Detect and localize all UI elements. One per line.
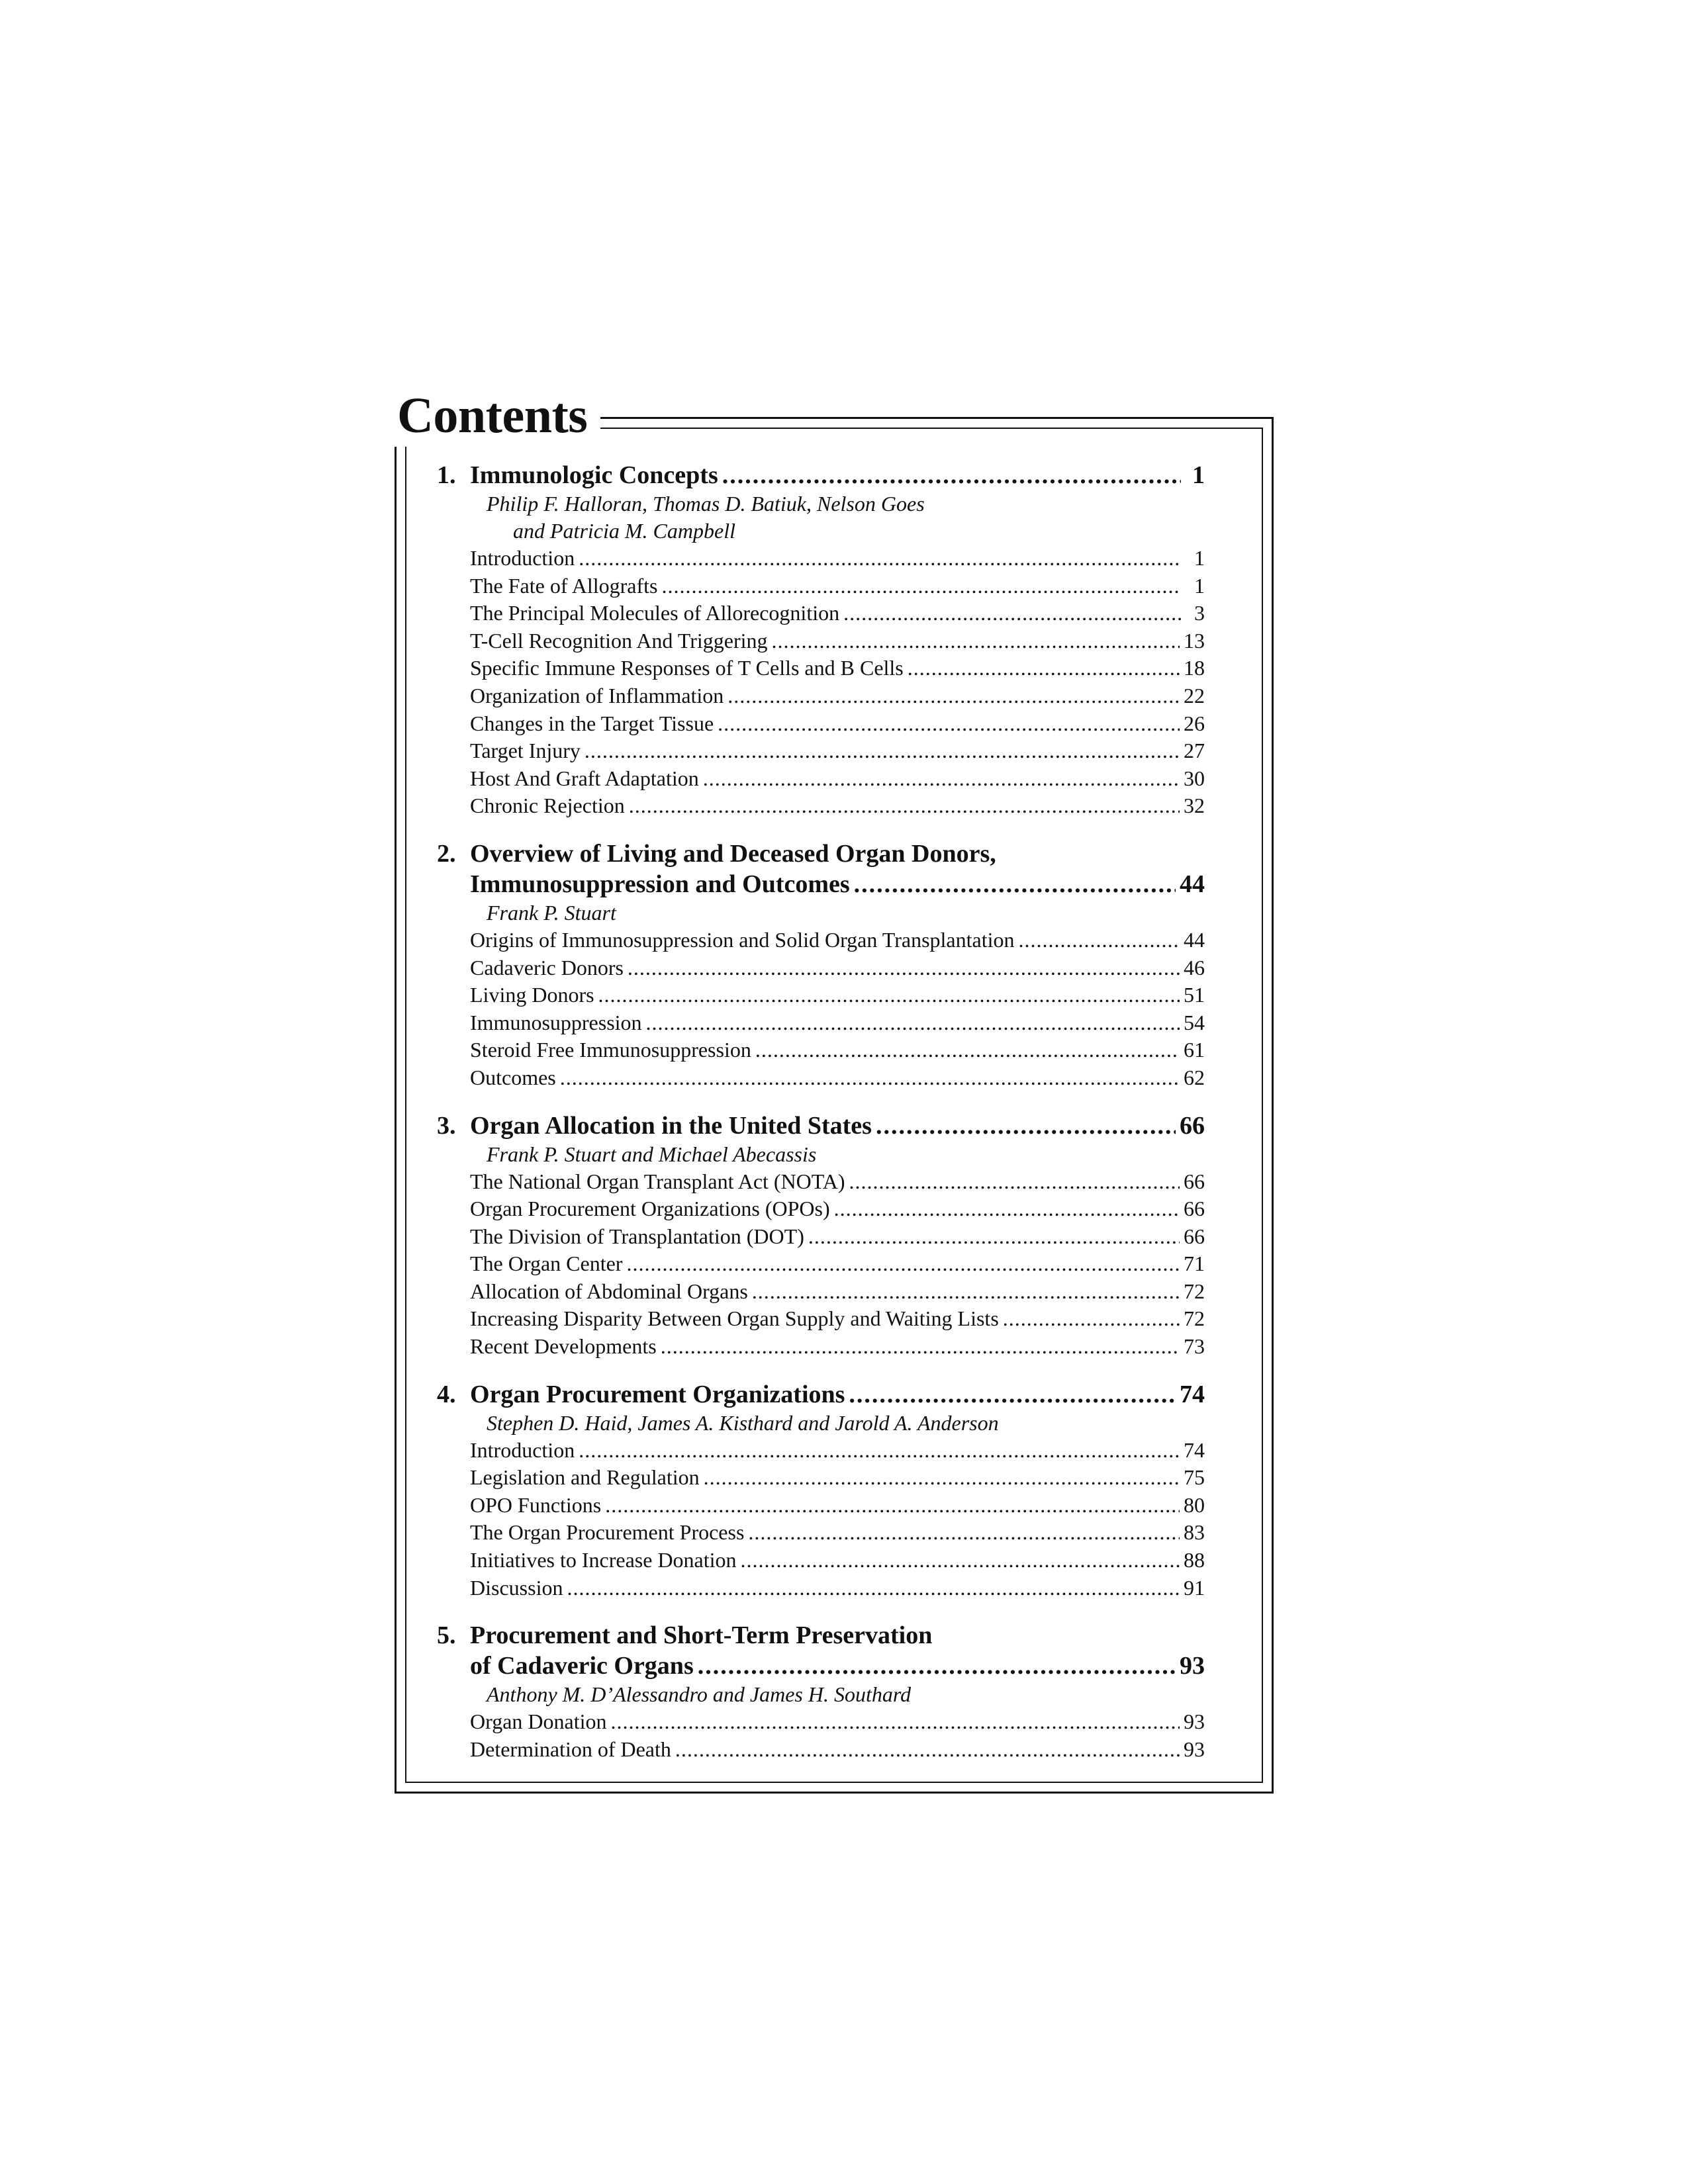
chapter-entry <box>437 1379 1205 1602</box>
section-entry[interactable] <box>437 1736 1205 1764</box>
dot-leader <box>849 1379 1176 1410</box>
section-page-number: 80 <box>1184 1492 1205 1517</box>
section-page-number: 72 <box>1184 1279 1205 1303</box>
section-title: Organ Procurement Organizations (OPOs) <box>470 1197 830 1221</box>
section-page-number: 26 <box>1184 711 1205 735</box>
section-title: Determination of Death <box>470 1737 671 1761</box>
chapter-page-number: 1 <box>1192 461 1205 489</box>
chapter-title-row[interactable] <box>437 869 1205 899</box>
section-title: The Organ Center <box>470 1251 623 1276</box>
chapter-entry <box>437 1620 1205 1763</box>
chapter-title-row[interactable] <box>437 1651 1205 1681</box>
section-page-number: 66 <box>1184 1197 1205 1221</box>
chapter-title: Immunologic Concepts <box>470 461 718 489</box>
chapter-authors: and Patricia M. Campbell <box>513 519 735 543</box>
dot-leader <box>876 1111 1176 1141</box>
section-entry[interactable] <box>437 1250 1205 1278</box>
section-page-number: 54 <box>1184 1010 1205 1034</box>
section-title: Living Donors <box>470 983 594 1007</box>
dot-leader <box>843 600 1181 627</box>
dot-leader <box>722 460 1181 490</box>
dot-leader <box>628 954 1180 982</box>
chapter-title-row[interactable] <box>437 1379 1205 1410</box>
section-title: Increasing Disparity Between Organ Supply and Waiting Lists <box>470 1306 999 1331</box>
section-entry[interactable] <box>437 1278 1205 1306</box>
section-page-number: 27 <box>1184 739 1205 763</box>
section-page-number: 83 <box>1184 1520 1205 1545</box>
dot-leader <box>585 737 1180 765</box>
chapter-authors: Frank P. Stuart and Michael Abecassis <box>487 1142 817 1166</box>
chapter-authors: Frank P. Stuart <box>487 900 616 925</box>
section-page-number: 18 <box>1184 656 1205 680</box>
chapter-entry <box>437 460 1205 820</box>
chapter-title-row[interactable] <box>437 1620 1205 1651</box>
dot-leader <box>626 1250 1180 1278</box>
chapter-authors: Philip F. Halloran, Thomas D. Batiuk, Nelson Goes <box>487 492 925 516</box>
dot-leader <box>834 1195 1180 1223</box>
dot-leader <box>755 1036 1180 1064</box>
section-title: Changes in the Target Tissue <box>470 711 714 735</box>
section-entry[interactable] <box>437 954 1205 982</box>
section-entry[interactable] <box>437 1064 1205 1092</box>
chapter-page-number: 66 <box>1180 1111 1205 1140</box>
section-entry[interactable] <box>437 1036 1205 1064</box>
section-title: The Organ Procurement Process <box>470 1520 745 1545</box>
section-entry[interactable] <box>437 1708 1205 1736</box>
section-entry[interactable] <box>437 1009 1205 1037</box>
dot-leader <box>727 682 1180 710</box>
section-entry[interactable] <box>437 1519 1205 1547</box>
dot-leader <box>579 1437 1180 1465</box>
dot-leader <box>698 1651 1176 1681</box>
section-page-number: 32 <box>1184 794 1205 818</box>
section-entry[interactable] <box>437 627 1205 655</box>
section-title: The Principal Molecules of Allorecognition <box>470 601 840 625</box>
section-entry[interactable] <box>437 655 1205 682</box>
section-title: Origins of Immunosuppression and Solid Organ Transplantation <box>470 927 1015 952</box>
section-title: Initiatives to Increase Donation <box>470 1548 737 1572</box>
section-entry[interactable] <box>437 1547 1205 1574</box>
section-entry[interactable] <box>437 1492 1205 1520</box>
chapter-number: 1. <box>437 461 456 489</box>
dot-leader <box>675 1736 1180 1764</box>
section-title: The Division of Transplantation (DOT) <box>470 1224 804 1248</box>
section-title: The Fate of Allografts <box>470 573 658 598</box>
section-page-number: 93 <box>1184 1737 1205 1761</box>
chapter-title-row[interactable] <box>437 460 1205 490</box>
dot-leader <box>567 1574 1180 1602</box>
section-entry[interactable] <box>437 792 1205 820</box>
section-entry[interactable] <box>437 1333 1205 1361</box>
section-title: Recent Developments <box>470 1334 657 1359</box>
section-page-number: 71 <box>1184 1251 1205 1276</box>
section-page-number: 1 <box>1194 546 1205 570</box>
chapter-number: 4. <box>437 1380 456 1408</box>
dot-leader <box>752 1278 1180 1306</box>
dot-leader <box>560 1064 1180 1092</box>
chapter-number: 2. <box>437 839 456 868</box>
chapter-title: of Cadaveric Organs <box>470 1652 694 1680</box>
section-title: Legislation and Regulation <box>470 1465 700 1490</box>
section-title: Steroid Free Immunosuppression <box>470 1038 751 1062</box>
dot-leader <box>610 1708 1180 1736</box>
section-title: Organ Donation <box>470 1709 607 1734</box>
chapter-number: 3. <box>437 1111 456 1140</box>
chapter-entry <box>437 839 1205 1092</box>
section-title: Chronic Rejection <box>470 794 625 818</box>
chapter-page-number: 93 <box>1180 1652 1205 1680</box>
section-title: Discussion <box>470 1575 563 1600</box>
section-page-number: 30 <box>1184 766 1205 790</box>
section-page-number: 3 <box>1194 601 1205 625</box>
chapter-title-row[interactable] <box>437 1111 1205 1141</box>
chapter-title: Organ Allocation in the United States <box>470 1111 872 1140</box>
chapter-page-number: 74 <box>1180 1380 1205 1408</box>
section-title: Specific Immune Responses of T Cells and B Cells <box>470 656 904 680</box>
section-page-number: 91 <box>1184 1575 1205 1600</box>
section-page-number: 1 <box>1194 573 1205 598</box>
section-entry[interactable] <box>437 1195 1205 1223</box>
section-entry[interactable] <box>437 1437 1205 1465</box>
section-title: Allocation of Abdominal Organs <box>470 1279 748 1303</box>
section-title: Host And Graft Adaptation <box>470 766 699 790</box>
section-page-number: 51 <box>1184 983 1205 1007</box>
dot-leader <box>849 1168 1180 1196</box>
section-entry[interactable] <box>437 1223 1205 1251</box>
dot-leader <box>1019 927 1180 954</box>
section-title: Introduction <box>470 546 575 570</box>
dot-leader <box>772 627 1180 655</box>
section-entry[interactable] <box>437 737 1205 765</box>
section-entry[interactable] <box>437 1168 1205 1196</box>
section-entry[interactable] <box>437 1305 1205 1333</box>
section-title: Introduction <box>470 1437 575 1462</box>
chapter-title: Overview of Living and Deceased Organ Donors, <box>470 839 996 868</box>
dot-leader <box>703 765 1180 793</box>
dot-leader <box>808 1223 1180 1251</box>
chapter-authors: Anthony M. D’Alessandro and James H. Southard <box>487 1682 912 1707</box>
chapter-title: Organ Procurement Organizations <box>470 1380 845 1408</box>
section-page-number: 46 <box>1184 955 1205 979</box>
section-page-number: 13 <box>1184 628 1205 653</box>
page-title: Contents <box>397 386 600 445</box>
table-of-contents <box>437 460 1205 1782</box>
dot-leader <box>1003 1305 1180 1333</box>
section-page-number: 75 <box>1184 1465 1205 1490</box>
section-entry[interactable] <box>437 600 1205 627</box>
section-page-number: 66 <box>1184 1169 1205 1193</box>
section-page-number: 22 <box>1184 683 1205 707</box>
section-page-number: 72 <box>1184 1306 1205 1331</box>
section-title: Outcomes <box>470 1065 556 1089</box>
dot-leader <box>629 792 1180 820</box>
section-title: Cadaveric Donors <box>470 955 624 979</box>
chapter-title: Immunosuppression and Outcomes <box>470 870 850 898</box>
dot-leader <box>646 1009 1180 1037</box>
section-entry[interactable] <box>437 1464 1205 1492</box>
section-title: OPO Functions <box>470 1492 602 1517</box>
section-title: T-Cell Recognition And Triggering <box>470 628 768 653</box>
section-page-number: 93 <box>1184 1709 1205 1734</box>
dot-leader <box>741 1547 1180 1574</box>
section-title: Organization of Inflammation <box>470 683 724 707</box>
dot-leader <box>908 655 1180 682</box>
section-entry[interactable] <box>437 545 1205 572</box>
chapter-page-number: 44 <box>1180 870 1205 898</box>
dot-leader <box>748 1519 1180 1547</box>
section-title: The National Organ Transplant Act (NOTA) <box>470 1169 845 1193</box>
section-entry[interactable] <box>437 981 1205 1009</box>
section-entry[interactable] <box>437 927 1205 954</box>
dot-leader <box>605 1492 1180 1520</box>
section-entry[interactable] <box>437 1574 1205 1602</box>
chapter-authors: Stephen D. Haid, James A. Kisthard and Jarold A. Anderson <box>487 1410 999 1435</box>
section-entry[interactable] <box>437 765 1205 793</box>
dot-leader <box>579 545 1181 572</box>
section-entry[interactable] <box>437 710 1205 738</box>
dot-leader <box>704 1464 1180 1492</box>
chapter-number: 5. <box>437 1621 456 1650</box>
section-page-number: 44 <box>1184 927 1205 952</box>
section-page-number: 61 <box>1184 1038 1205 1062</box>
chapter-title: Procurement and Short-Term Preservation <box>470 1621 933 1650</box>
section-page-number: 73 <box>1184 1334 1205 1359</box>
chapter-title-row[interactable] <box>437 839 1205 869</box>
dot-leader <box>854 869 1176 899</box>
section-entry[interactable] <box>437 682 1205 710</box>
section-page-number: 88 <box>1184 1548 1205 1572</box>
section-page-number: 66 <box>1184 1224 1205 1248</box>
section-page-number: 74 <box>1184 1437 1205 1462</box>
section-entry[interactable] <box>437 572 1205 600</box>
section-title: Target Injury <box>470 739 581 763</box>
section-page-number: 62 <box>1184 1065 1205 1089</box>
chapter-entry <box>437 1111 1205 1361</box>
section-title: Immunosuppression <box>470 1010 642 1034</box>
dot-leader <box>718 710 1180 738</box>
dot-leader <box>661 1333 1180 1361</box>
dot-leader <box>598 981 1180 1009</box>
dot-leader <box>661 572 1181 600</box>
